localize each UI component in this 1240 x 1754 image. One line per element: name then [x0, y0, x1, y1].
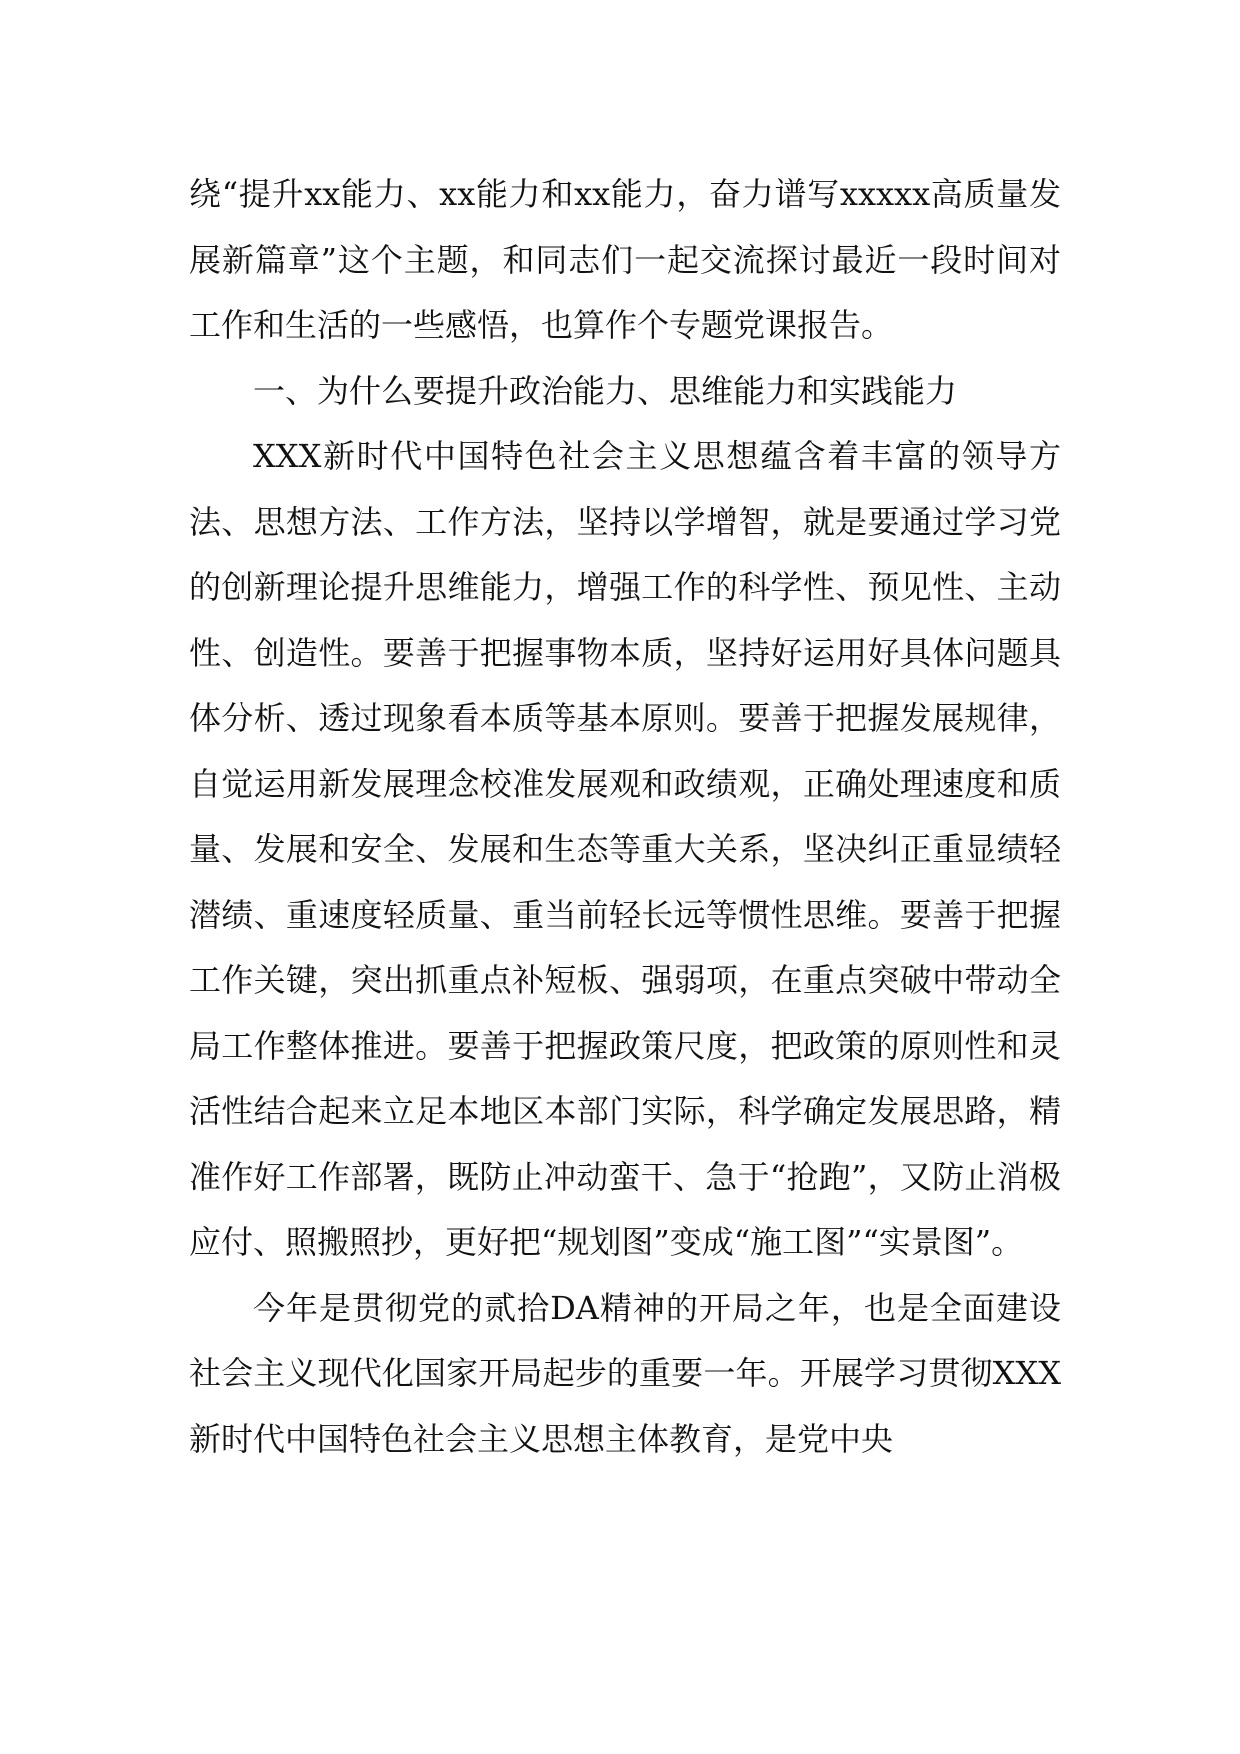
paragraph-intro-continuation: 绕“提升xx能力、xx能力和xx能力，奋力谱写xxxxx高质量发展新篇章”这个主题，和同志们一起交流探讨最近一段时间对工作和生活的一些感悟，也算作个专题党课报告。	[189, 175, 1061, 344]
paragraph-this-year: 今年是贯彻党的贰拾DA精神的开局之年，也是全面建设社会主义现代化国家开局起步的重要一年。开展学习贯彻XXX新时代中国特色社会主义思想主体教育，是党中央	[189, 1288, 1061, 1458]
document-body	[189, 162, 1061, 1472]
paragraph-thinking-ability: XXX新时代中国特色社会主义思想蕴含着丰富的领导方法、思想方法、工作方法，坚持以学增智，就是要通过学习党的创新理论提升思维能力，增强工作的科学性、预见性、主动性、创造性。要善于把握事物本质，坚持好运用好具体问题具体分析、透过现象看本质等基本原则。要善于把握发展规律，自觉运用新发展理念校准发展观和政绩观，正确处理速度和质量、发展和安全、发展和生态等重大关系，坚决纠正重显绩轻潜绩、重速度轻质量、重当前轻长远等惯性思维。要善于把握工作关键，突出抓重点补短板、强弱项，在重点突破中带动全局工作整体推进。要善于把握政策尺度，把政策的原则性和灵活性结合起来立足本地区本部门实际，科学确定发展思路，精准作好工作部署，既防止冲动蛮干、急于“抢跑”，又防止消极应付、照搬照抄，更好把“规划图”变成“施工图”“实景图”。	[189, 437, 1061, 1261]
section-heading-1: 一、为什么要提升政治能力、思维能力和实践能力	[253, 371, 958, 410]
